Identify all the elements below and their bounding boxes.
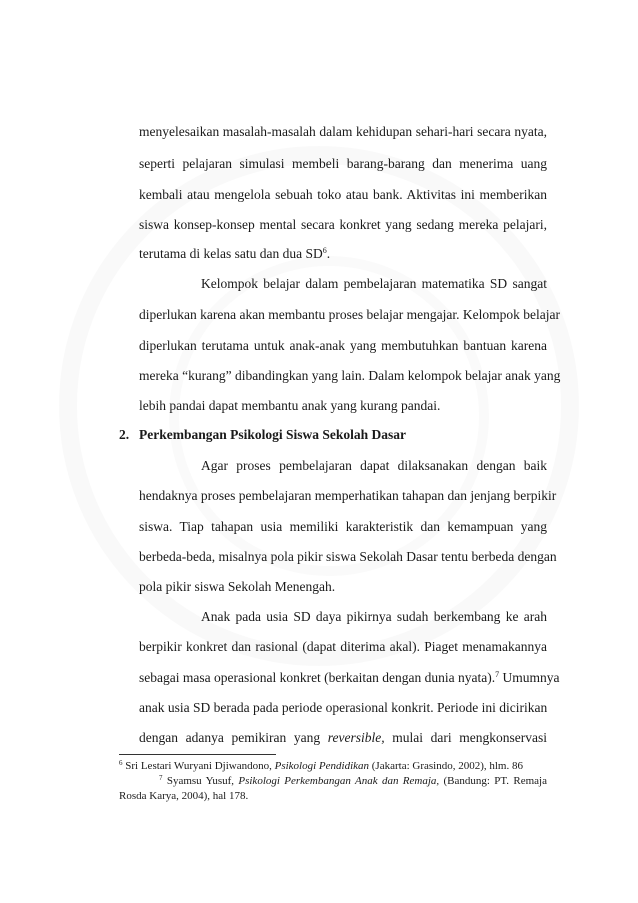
paragraph-1-line-2: seperti pelajaran simulasi membeli barang-barang dan menerima uang: [139, 156, 547, 171]
paragraph-1-line-5-text: terutama di kelas satu dan dua SD: [139, 246, 323, 261]
paragraph-1-line-5: [139, 245, 547, 262]
footnote-ref-7: 7: [495, 670, 500, 679]
paragraph-4-line-3-after: Umumnya: [499, 670, 560, 685]
paragraph-4-line-4: anak usia SD berada pada periode operasional konkrit. Periode ini dicirikan: [139, 700, 548, 715]
paragraph-3-line-1: Agar proses pembelajaran dapat dilaksanakan dengan baik: [201, 458, 547, 473]
footnote-6-title: Psikologi Pendidikan: [274, 760, 370, 772]
paragraph-1-line-1: menyelesaikan masalah-masalah dalam kehidupan sehari-hari secara nyata,: [139, 124, 547, 139]
paragraph-2-line-4: mereka “kurang” dibandingkan yang lain. Dalam kelompok belajar anak yang: [139, 368, 561, 383]
footnote-6-rest: (Jakarta: Grasindo, 2002), hlm. 86: [369, 760, 523, 772]
section-number: 2.: [119, 427, 130, 442]
footnote-7-number: 7: [159, 774, 163, 782]
paragraph-4-line-5-italic: reversible,: [327, 730, 385, 745]
paragraph-3-line-5: pola pikir siswa Sekolah Menengah.: [139, 579, 336, 594]
footnote-7: [159, 775, 547, 788]
paragraph-2-line-1: Kelompok belajar dalam pembelajaran matematika SD sangat: [201, 276, 547, 291]
paragraph-2-line-5: lebih pandai dapat membantu anak yang kurang pandai.: [139, 398, 441, 413]
paragraph-2-line-3: diperlukan terutama untuk anak-anak yang membutuhkan bantuan karena: [139, 338, 547, 353]
paragraph-4-line-2: berpikir konkret dan rasional (dapat diterima akal). Piaget menamakannya: [139, 639, 547, 654]
paragraph-4-line-3: [139, 669, 560, 686]
footnote-6: [119, 760, 523, 773]
footnote-6-author: Sri Lestari Wuryani Djiwandono,: [122, 760, 275, 772]
paragraph-4-line-1: Anak pada usia SD daya pikirnya sudah berkembang ke arah: [201, 609, 547, 624]
paragraph-3-line-3: siswa. Tiap tahapan usia memiliki karakteristik dan kemampuan yang: [139, 519, 547, 534]
section-heading: [119, 426, 406, 443]
paragraph-3-line-4: berbeda-beda, misalnya pola pikir siswa Sekolah Dasar tentu berbeda dengan: [139, 549, 557, 564]
footnote-6-number: 6: [119, 759, 123, 767]
footnote-ref-6: 6: [322, 246, 327, 255]
paragraph-3-line-2: hendaknya proses pembelajaran memperhatikan tahapan dan jenjang berpikir: [139, 488, 557, 503]
paragraph-4-line-5: [139, 729, 547, 746]
paragraph-1-end: .: [326, 246, 331, 261]
footnote-divider: [119, 754, 276, 755]
footnote-7-title: Psikologi Perkembangan Anak dan Remaja,: [238, 775, 440, 787]
footnote-7-line-2: Rosda Karya, 2004), hal 178.: [119, 790, 249, 802]
paragraph-2-line-2: diperlukan karena akan membantu proses belajar mengajar. Kelompok belajar: [139, 307, 560, 322]
paragraph-4-line-3-text: sebagai masa operasional konkret (berkaitan dengan dunia nyata).: [139, 670, 496, 685]
footnote-7-author: Syamsu Yusuf,: [162, 775, 239, 787]
section-title: Perkembangan Psikologi Siswa Sekolah Dasar: [139, 427, 407, 442]
paragraph-4-line-5-before: dengan adanya pemikiran yang: [139, 730, 328, 745]
paragraph-1-line-4: siswa konsep-konsep mental secara konkret yang sedang mereka pelajari,: [139, 217, 547, 232]
paragraph-1-line-3: kembali atau mengelola sebuah toko atau bank. Aktivitas ini memberikan: [139, 187, 547, 202]
footnote-7-rest: (Bandung: PT. Remaja: [439, 775, 547, 787]
paragraph-4-line-5-after: mulai dari mengkonservasi: [384, 730, 547, 745]
